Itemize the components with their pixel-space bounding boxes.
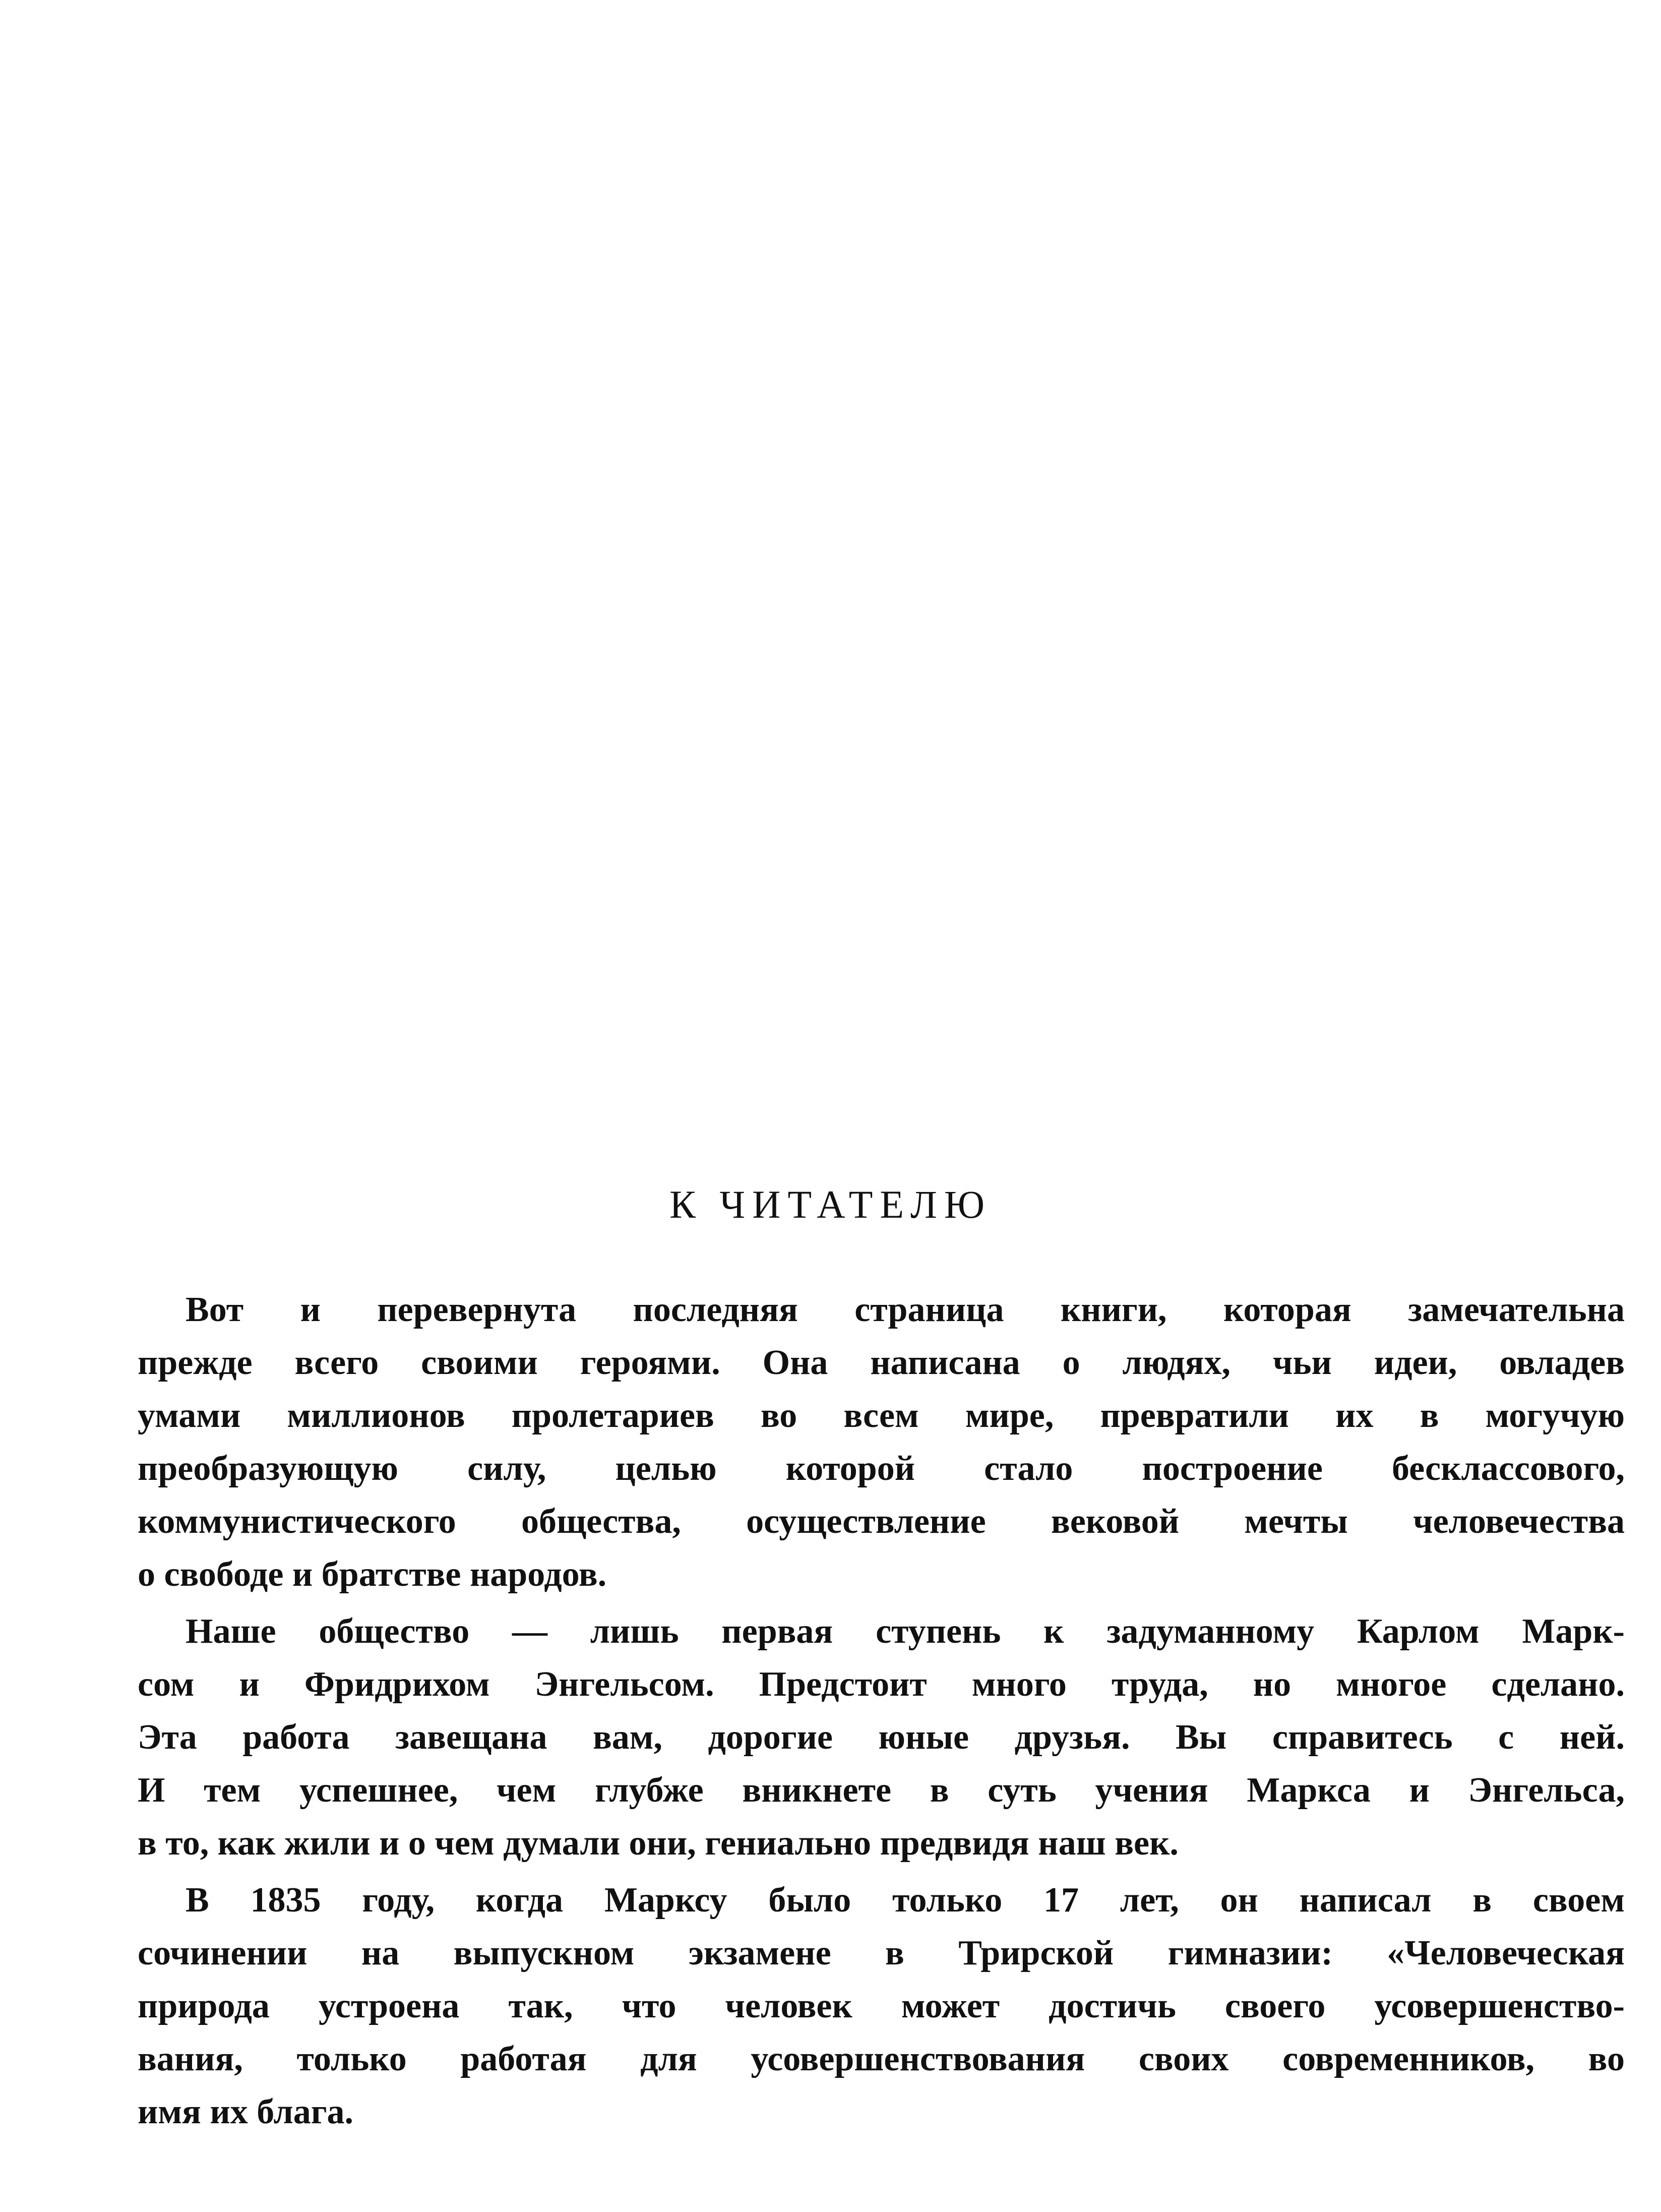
- text-line: Наше общество — лишь первая ступень к задуманному Карлом Марк-: [186, 1612, 1625, 1651]
- text-line: умами миллионов пролетариев во всем мире, превратили их в могучую: [138, 1396, 1625, 1435]
- text-line: о свободе и братстве народов.: [138, 1555, 607, 1594]
- text-line: И тем успешнее, чем глубже вникнете в суть учения Маркса и Энгельса,: [138, 1771, 1625, 1810]
- paragraph-2: [138, 1605, 1625, 1870]
- text-line: природа устроена так, что человек может достичь своего усовершенство-: [138, 1987, 1625, 2025]
- page-heading: К ЧИТАТЕЛЮ: [669, 1182, 992, 1226]
- text-line: имя их блага.: [138, 2093, 354, 2131]
- paragraph-1: [138, 1283, 1625, 1601]
- text-line: Вот и перевернута последняя страница книги, которая замечательна: [186, 1290, 1625, 1329]
- text-line: преобразующую силу, целью которой стало построение бесклассового,: [138, 1449, 1625, 1488]
- text-line: прежде всего своими героями. Она написана о людях, чьи идеи, овладев: [138, 1343, 1625, 1382]
- body-text: [138, 1283, 1625, 2138]
- text-line: Эта работа завещана вам, дорогие юные друзья. Вы справитесь с ней.: [138, 1718, 1625, 1757]
- text-line: коммунистического общества, осуществление вековой мечты человечества: [138, 1502, 1625, 1541]
- text-line: вания, только работая для усовершенствования своих современников, во: [138, 2040, 1625, 2078]
- text-line: в то, как жили и о чем думали они, гениально предвидя наш век.: [138, 1824, 1179, 1863]
- text-line: сочинении на выпускном экзамене в Трирской гимназии: «Человеческая: [138, 1934, 1625, 1972]
- text-line: сом и Фридрихом Энгельсом. Предстоит много труда, но многое сделано.: [138, 1665, 1625, 1704]
- text-line: В 1835 году, когда Марксу было только 17 лет, он написал в своем: [186, 1881, 1625, 1920]
- paragraph-3: [138, 1874, 1625, 2138]
